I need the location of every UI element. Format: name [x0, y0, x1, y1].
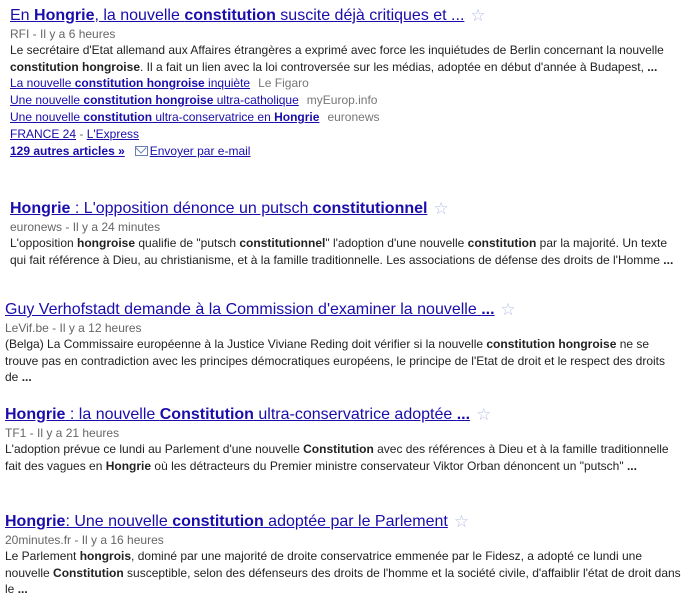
result-source: LeVif.be	[5, 321, 49, 335]
highlighted-term: Hongrie	[10, 200, 71, 217]
text-segment: inquiète	[204, 76, 251, 90]
text-segment: : Une nouvelle	[65, 513, 173, 530]
extra-sources: FRANCE 24 - L'Express	[10, 127, 140, 141]
text-segment: qualifie de "putsch	[135, 236, 240, 250]
highlighted-term: Constitution	[303, 442, 374, 456]
text-segment: ultra-conservatrice en	[152, 110, 275, 124]
highlighted-term: Constitution	[159, 406, 254, 423]
text-segment: En	[10, 7, 35, 24]
source-link-france24[interactable]: FRANCE 24	[10, 127, 77, 141]
news-result-4	[0, 405, 691, 474]
text-segment: L'adoption prévue ce lundi au Parlement d'une nouvelle	[5, 442, 304, 456]
star-icon[interactable]: ☆	[433, 199, 449, 218]
result-snippet	[10, 42, 680, 75]
result-time: Il y a 21 heures	[37, 426, 120, 440]
text-segment: Le secrétaire d'Etat allemand aux Affaires étrangères a exprimé avec force les inquiétudes de Berlin concernant la nouvelle	[10, 43, 664, 57]
highlighted-term: constitution	[467, 236, 537, 250]
result-snippet	[5, 441, 670, 474]
highlighted-term: Constitution	[53, 565, 124, 580]
highlighted-term: constitution hongroise	[83, 93, 214, 107]
news-result-1	[0, 6, 691, 160]
result-source: euronews	[10, 220, 63, 234]
highlighted-term: ...	[17, 582, 28, 596]
text-segment: " l'adoption d'une nouvelle	[325, 236, 468, 250]
email-share-link[interactable]: Envoyer par e-mail	[149, 144, 251, 158]
star-icon[interactable]: ☆	[500, 300, 516, 319]
highlighted-term: Hongrie	[274, 110, 320, 124]
text-segment: L'opposition	[10, 236, 78, 250]
text-segment: suscite déjà critiques et ...	[275, 7, 465, 24]
highlighted-term: constitution	[184, 7, 276, 24]
highlighted-term: ...	[626, 458, 637, 473]
highlighted-term: Hongrie	[34, 7, 95, 24]
text-segment: ne se trouve pas en contradiction avec les principes démocratiques européens, le principe de l'Etat de droit et le respect des droits de	[5, 337, 665, 384]
text-segment: . Il a fait un lien avec la loi controversée sur les médias, adoptée en début d'année à Budapest,	[140, 59, 648, 74]
star-icon[interactable]: ☆	[470, 6, 486, 25]
result-title-link[interactable]	[5, 406, 470, 423]
result-time: Il y a 24 minutes	[72, 220, 161, 234]
more-articles-link[interactable]: 129 autres articles »	[10, 144, 125, 158]
result-title-link[interactable]	[10, 200, 427, 217]
highlighted-term: constitutionnel	[312, 200, 428, 217]
news-result-2	[0, 199, 691, 268]
result-title-link[interactable]	[5, 513, 448, 530]
text-segment: La nouvelle	[10, 76, 75, 90]
text-segment: Une nouvelle	[10, 93, 84, 107]
related-source: euronews	[327, 110, 380, 124]
text-segment: par la majorité. Un texte qui fait référence à Dieu, au christianisme, et à la famille traditionnelle. Les associations de défense des droits de l'Homme	[10, 236, 668, 267]
result-title-link[interactable]	[5, 301, 495, 318]
highlighted-term: constitution	[172, 513, 264, 530]
result-source: TF1	[5, 426, 27, 440]
result-time: Il y a 16 heures	[81, 533, 164, 547]
text-segment: Guy Verhofstadt demande à la Commission d'examiner la nouvelle	[5, 301, 482, 318]
highlighted-term: ...	[481, 301, 495, 318]
result-meta: RFI - Il y a 6 heures	[10, 27, 116, 41]
related-article	[10, 75, 691, 92]
source-link-lexpress[interactable]: L'Express	[86, 127, 140, 141]
highlighted-term: Hongrie	[5, 406, 66, 423]
highlighted-term: hongrois	[79, 549, 132, 563]
highlighted-term: Hongrie	[105, 458, 152, 473]
related-source: Le Figaro	[258, 76, 309, 90]
news-result-3	[0, 300, 691, 386]
star-icon[interactable]: ☆	[476, 405, 492, 424]
highlighted-term: constitution hongroise	[486, 337, 617, 351]
result-time: Il y a 6 heures	[40, 27, 116, 41]
result-snippet	[5, 548, 681, 598]
text-segment: Une nouvelle	[10, 110, 84, 124]
highlighted-term: hongroise	[77, 236, 136, 250]
text-segment: , dominé par une majorité de droite conservatrice emmenée par le Fidesz, a adopté ce lundi une nouvelle	[5, 549, 643, 580]
related-article	[10, 109, 691, 126]
text-segment: : L'opposition dénonce un putsch	[70, 200, 313, 217]
mail-icon[interactable]	[135, 146, 148, 156]
result-actions	[10, 143, 691, 160]
text-segment: susceptible, selon des défenseurs des droits de l'homme et la société civile, d'affaiblir l'état de droit dans le	[5, 565, 681, 596]
result-meta: LeVif.be - Il y a 12 heures	[5, 321, 142, 335]
related-article	[10, 92, 691, 109]
highlighted-term: ...	[663, 252, 674, 267]
highlighted-term: ...	[647, 59, 658, 74]
related-source: myEurop.info	[306, 93, 378, 107]
result-snippet	[10, 235, 682, 268]
highlighted-term: constitution	[83, 110, 153, 124]
result-meta: 20minutes.fr - Il y a 16 heures	[5, 533, 164, 547]
related-article-link[interactable]	[10, 76, 250, 90]
result-snippet	[5, 336, 677, 386]
result-source: RFI	[10, 27, 30, 41]
text-segment: avec des références à Dieu et à la famille traditionnelle fait des vagues en	[5, 442, 669, 473]
text-segment: adoptée par le Parlement	[263, 513, 448, 530]
related-article-link[interactable]	[10, 110, 319, 124]
highlighted-term: Hongrie	[5, 513, 66, 530]
result-source: 20minutes.fr	[5, 533, 72, 547]
text-segment: (Belga) La Commissaire européenne à la Justice Viviane Reding doit vérifier si la nouvelle	[5, 337, 487, 351]
highlighted-term: constitutionnel	[239, 236, 326, 250]
highlighted-term: ...	[21, 370, 32, 384]
news-result-5	[0, 512, 691, 598]
highlighted-term: constitution hongroise	[10, 59, 140, 74]
highlighted-term: constitution hongroise	[74, 76, 205, 90]
result-time: Il y a 12 heures	[59, 321, 142, 335]
result-meta: euronews - Il y a 24 minutes	[10, 220, 161, 234]
highlighted-term: ...	[456, 406, 471, 423]
star-icon[interactable]: ☆	[453, 512, 470, 531]
related-article-link[interactable]	[10, 93, 299, 107]
text-segment: Le Parlement	[5, 549, 80, 563]
text-segment: : la nouvelle	[65, 406, 160, 423]
text-segment: , la nouvelle	[94, 7, 185, 24]
result-meta: TF1 - Il y a 21 heures	[5, 426, 120, 440]
text-segment: où les détracteurs du Premier ministre conservateur Viktor Orban dénoncent un "putsch"	[151, 458, 627, 473]
text-segment: ultra-conservatrice adoptée	[253, 406, 457, 423]
result-title-link[interactable]	[10, 7, 464, 24]
text-segment: ultra-catholique	[213, 93, 299, 107]
